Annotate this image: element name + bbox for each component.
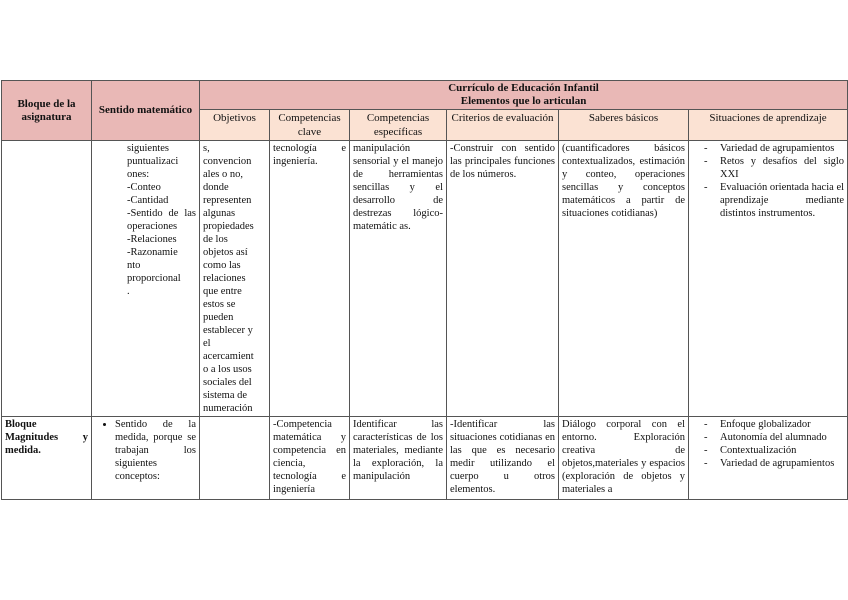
table-row bbox=[2, 417, 848, 500]
cell-competencias-clave: -Competencia matemática y competencia en ciencia, tecnología e ingeniería bbox=[270, 417, 350, 500]
curriculum-table bbox=[1, 80, 848, 500]
col-objetivos: Objetivos bbox=[200, 110, 270, 141]
list-item: • Sentido de la medida, porque se trabajan los siguientes conceptos: bbox=[115, 418, 196, 483]
cell-competencias-clave: tecnología e ingeniería. bbox=[270, 141, 350, 417]
col-situaciones: Situaciones de aprendizaje bbox=[689, 110, 848, 141]
col-competencias-clave: Competencias clave bbox=[270, 110, 350, 141]
list-item: - Enfoque globalizador bbox=[720, 418, 844, 431]
header-bloque: Bloque de la asignatura bbox=[2, 81, 92, 141]
cell-sentido bbox=[92, 141, 200, 417]
cell-competencias-especificas: manipulación sensorial y el manejo de herramientas sencillas y el desarrollo de destrezas lógico-matemátic as. bbox=[350, 141, 447, 417]
col-competencias-especificas: Competencias específicas bbox=[350, 110, 447, 141]
header-sentido: Sentido matemático bbox=[92, 81, 200, 141]
cell-bloque: Bloque Magnitudes y medida. bbox=[2, 417, 92, 500]
col-saberes: Saberes básicos bbox=[559, 110, 689, 141]
list-item: - Autonomía del alumnado bbox=[720, 431, 844, 444]
cell-bloque bbox=[2, 141, 92, 417]
list-item: - Variedad de agrupamientos bbox=[720, 142, 844, 155]
table-row bbox=[2, 141, 848, 417]
cell-sentido bbox=[92, 417, 200, 500]
cell-objetivos: s, convencion ales o no, donde representen algunas propiedades de los objetos así como las relaciones que entre estos se pueden establecer y el acercamient o a los usos sociales del sistema de numeración bbox=[200, 141, 270, 417]
cell-criterios: -Construir con sentido las principales funciones de los números. bbox=[447, 141, 559, 417]
cell-saberes: Diálogo corporal con el entorno. Exploración creativa de objetos,materiales y espacios (exploración de objetos y materiales a bbox=[559, 417, 689, 500]
cell-saberes: (cuantificadores básicos contextualizados, estimación y conteo, operaciones sencillas y conceptos matemáticos a partir de situaciones cotidianas) bbox=[559, 141, 689, 417]
cell-objetivos bbox=[200, 417, 270, 500]
cell-criterios: -Identificar las situaciones cotidianas en las que es necesario medir utilizando el cuerpo u otros elementos. bbox=[447, 417, 559, 500]
curriculo-title: Currículo de Educación Infantil bbox=[448, 82, 599, 94]
list-item: - Retos y desafíos del siglo XXI bbox=[720, 155, 844, 181]
col-criterios: Criterios de evaluación bbox=[447, 110, 559, 141]
cell-competencias-especificas: Identificar las características de los materiales, mediante la exploración, la manipulación bbox=[350, 417, 447, 500]
list-item: - Evaluación orientada hacia el aprendizaje mediante distintos instrumentos. bbox=[720, 181, 844, 220]
cell-situaciones bbox=[689, 141, 848, 417]
cell-situaciones bbox=[689, 417, 848, 500]
list-item: - Contextualización bbox=[720, 444, 844, 457]
curriculo-subtitle: Elementos que lo articulan bbox=[460, 95, 587, 107]
sentido-text: siguientes puntualizaci ones: -Conteo -Cantidad -Sentido de las operaciones -Relaciones -Razonamie nto proporcional . bbox=[127, 143, 196, 297]
list-item: - Variedad de agrupamientos bbox=[720, 457, 844, 470]
header-curriculo bbox=[200, 81, 848, 110]
